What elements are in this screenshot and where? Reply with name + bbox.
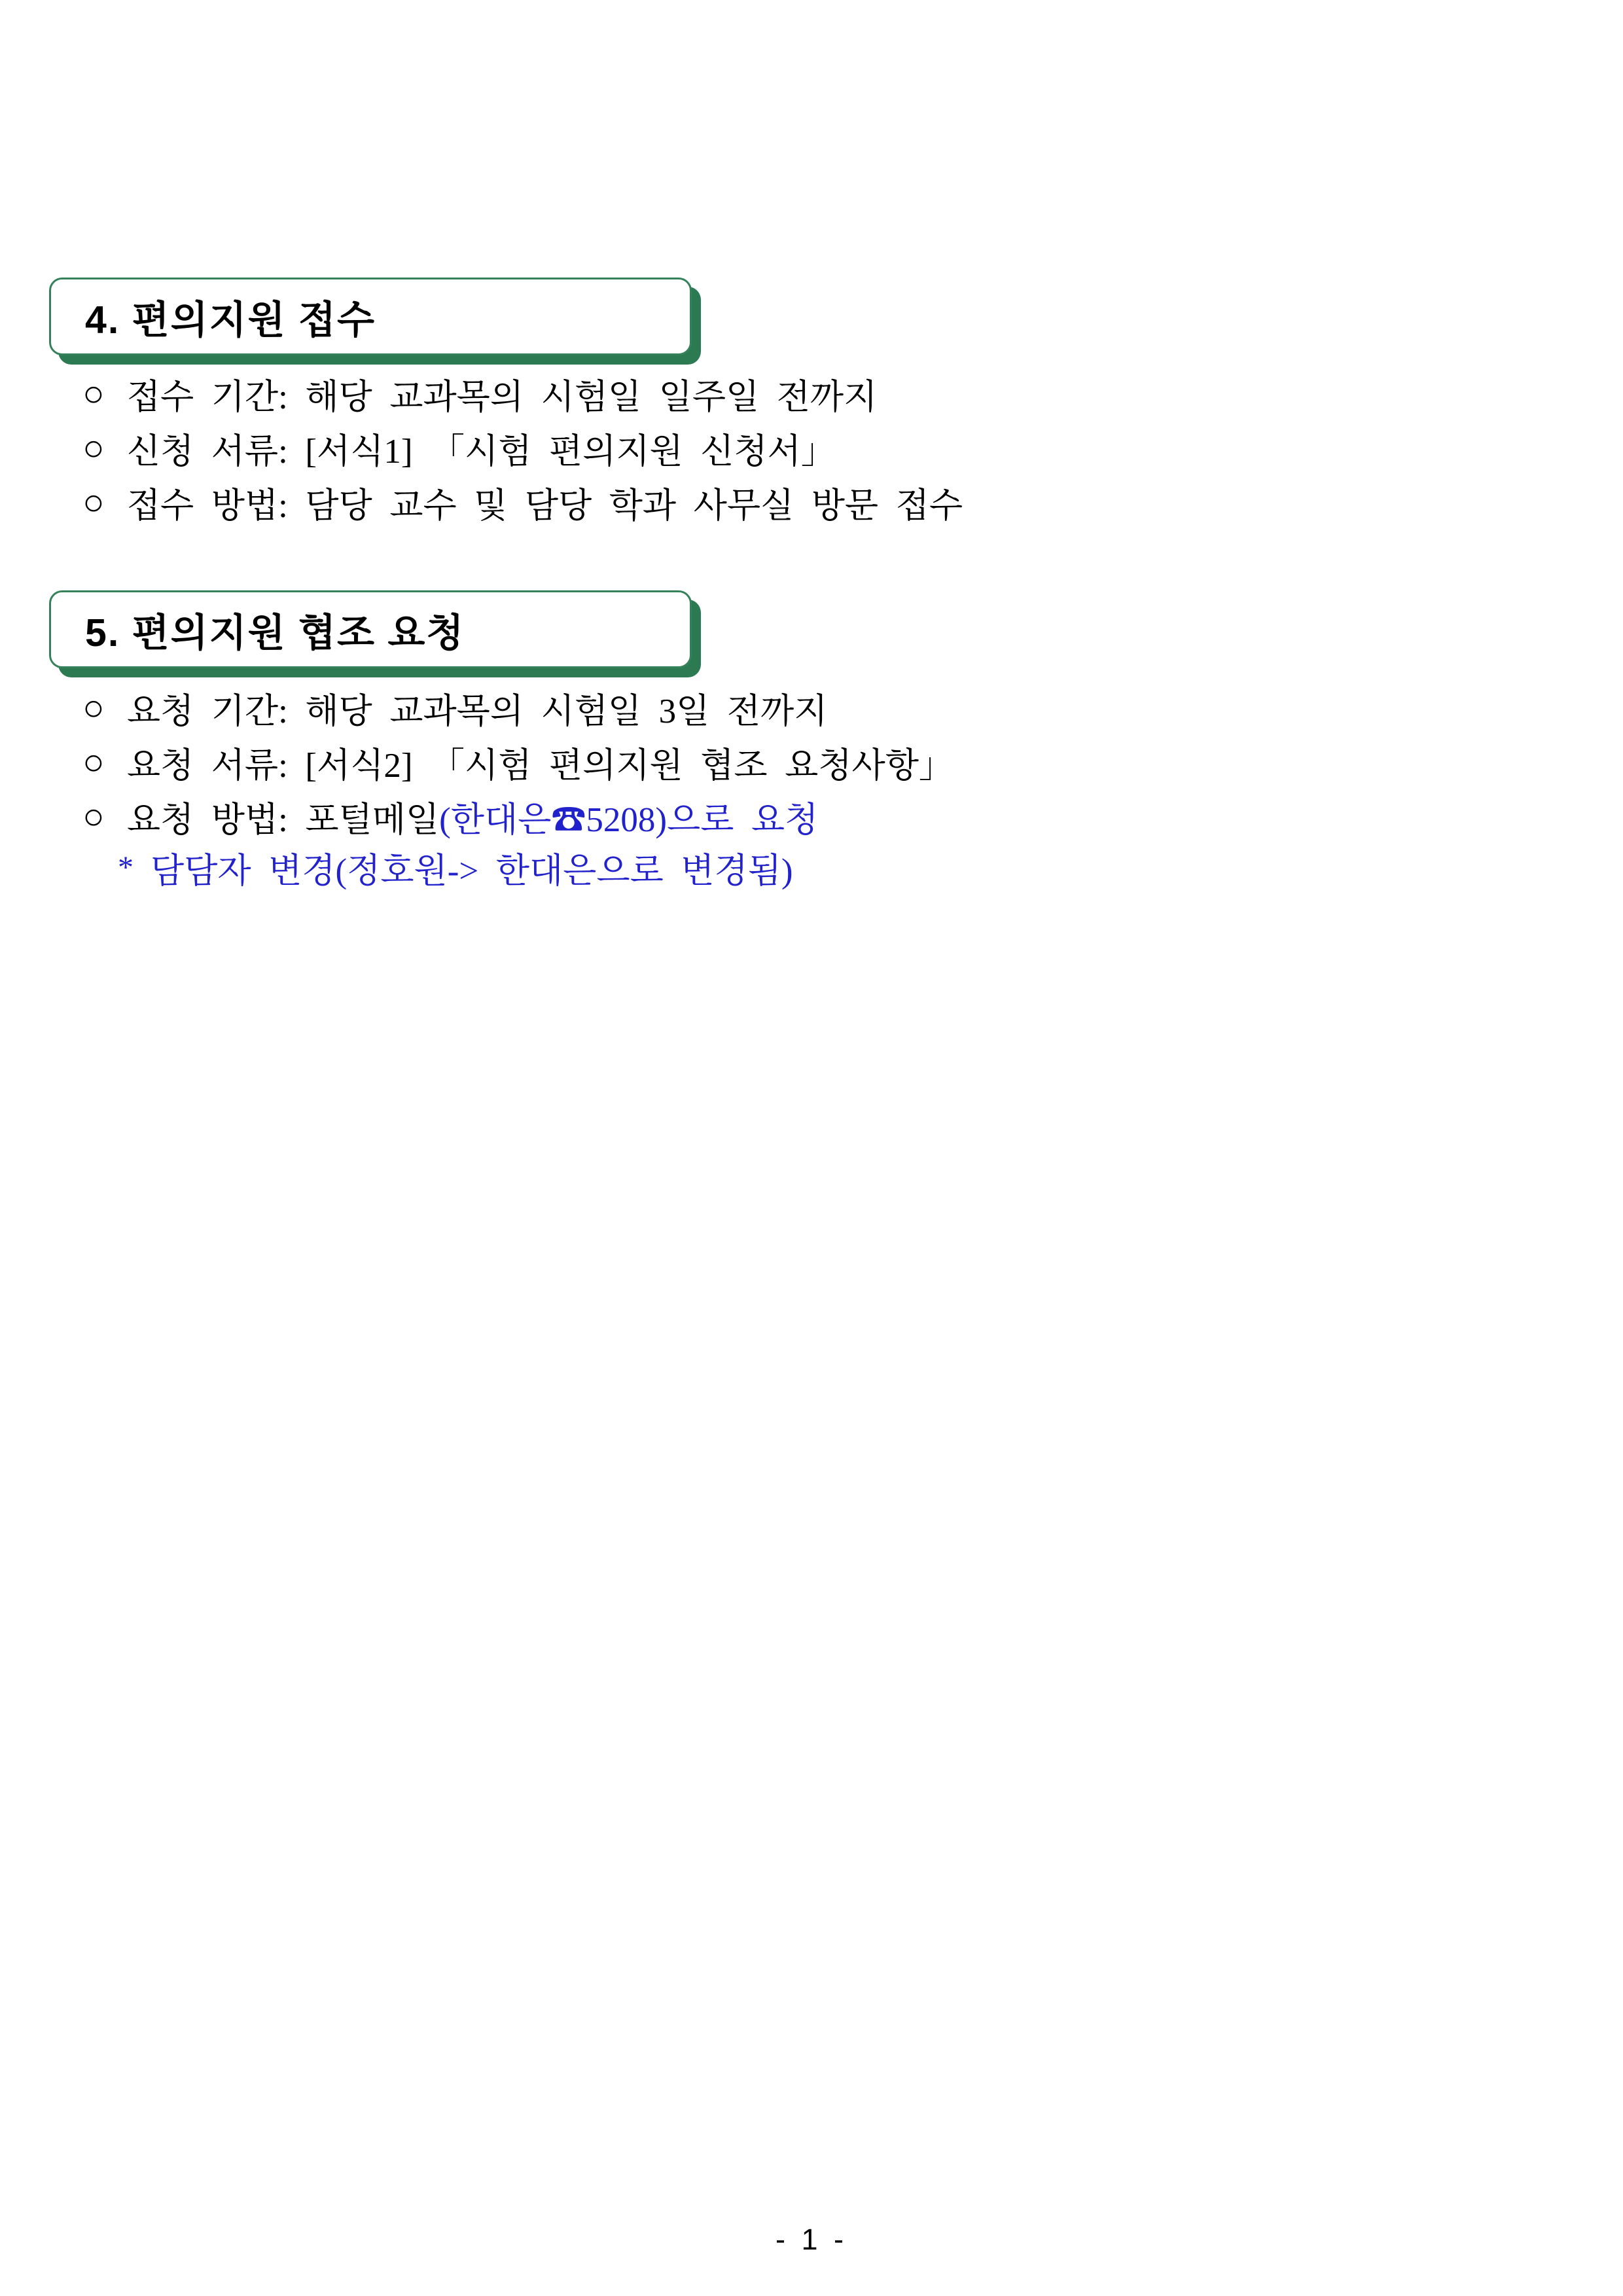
list-item-text: 신청 서류: [서식1] 「시험 편의지원 신청서」 bbox=[126, 432, 836, 471]
list-item bbox=[82, 475, 963, 529]
list-item-text: 요청 기간: 해당 교과목의 시험일 3일 전까지 bbox=[126, 692, 828, 730]
section-4-title: 4. 편의지원 접수 bbox=[85, 298, 376, 342]
list-item bbox=[82, 735, 954, 789]
section-5-list bbox=[82, 681, 954, 844]
list-item-text: 접수 기간: 해당 교과목의 시험일 일주일 전까지 bbox=[126, 378, 878, 416]
circle-bullet-icon: ○ bbox=[82, 373, 105, 414]
list-item-text-blue: (한대은☎5208)으로 요청 bbox=[439, 800, 819, 839]
section-5-title: 5. 편의지원 협조 요청 bbox=[85, 611, 465, 655]
list-item-text: 접수 방법: 담당 교수 및 담당 학과 사무실 방문 접수 bbox=[126, 486, 963, 525]
page-number: - 1 - bbox=[775, 2223, 847, 2256]
list-item bbox=[82, 681, 954, 735]
note-text: 담담자 변경(정호원-> 한대은으로 변경됨) bbox=[151, 852, 793, 890]
circle-bullet-icon: ○ bbox=[82, 742, 105, 783]
circle-bullet-icon: ○ bbox=[82, 482, 105, 523]
list-item bbox=[82, 421, 963, 475]
circle-bullet-icon: ○ bbox=[82, 427, 105, 469]
list-item bbox=[82, 789, 954, 844]
section-4-header-box bbox=[49, 278, 692, 355]
contact-change-note bbox=[118, 840, 793, 895]
list-item bbox=[82, 367, 963, 421]
circle-bullet-icon: ○ bbox=[82, 687, 105, 728]
list-item-text bbox=[127, 792, 819, 842]
circle-bullet-icon: ○ bbox=[82, 796, 105, 837]
list-item-text-black: 요청 방법: 포털메일 bbox=[126, 800, 440, 839]
section-5-header-box bbox=[49, 590, 692, 668]
section-4-list bbox=[82, 367, 963, 529]
asterisk-marker: * bbox=[118, 850, 134, 885]
list-item-text: 요청 서류: [서식2] 「시험 편의지원 협조 요청사항」 bbox=[126, 746, 954, 785]
